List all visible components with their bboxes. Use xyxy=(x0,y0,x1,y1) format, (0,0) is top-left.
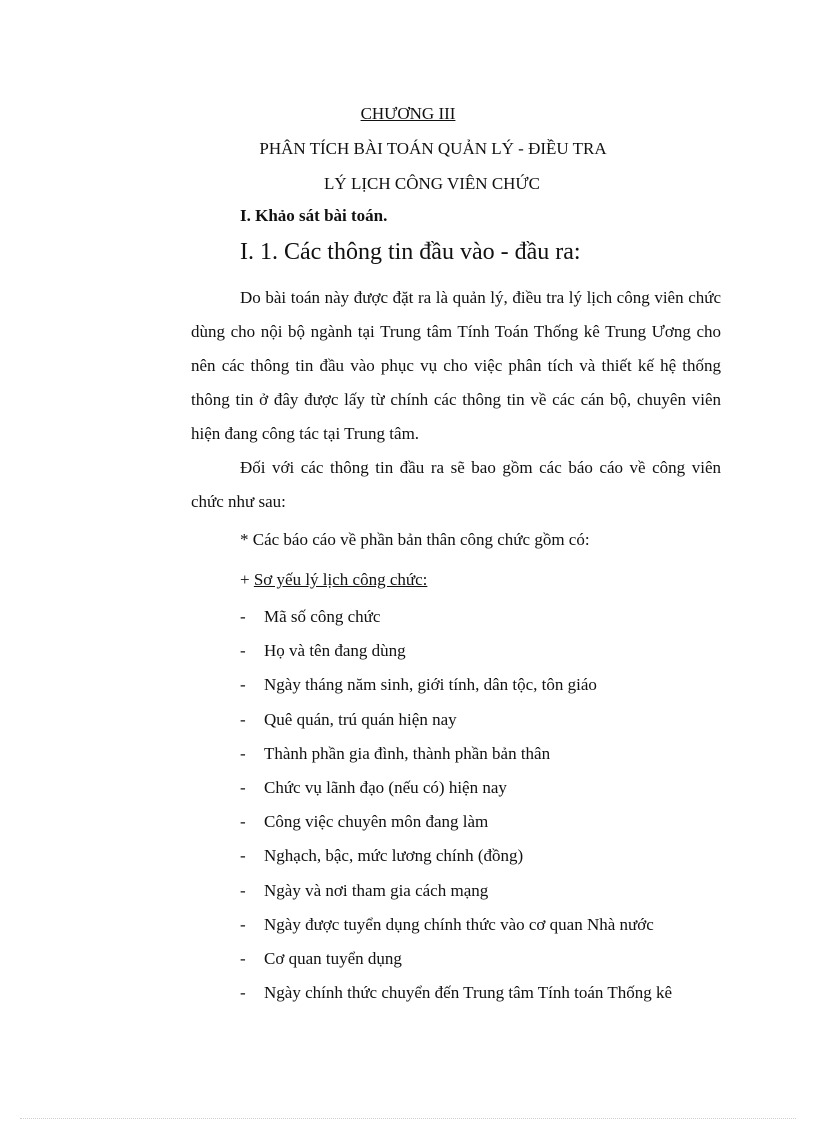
list-item-text: Cơ quan tuyển dụng xyxy=(264,948,402,968)
list-item-text: Chức vụ lãnh đạo (nếu có) hiện nay xyxy=(264,777,507,797)
list-item-text: Nghạch, bậc, mức lương chính (đồng) xyxy=(264,846,524,866)
list-item xyxy=(240,775,672,809)
chapter-title-line-2: LÝ LỊCH CÔNG VIÊN CHỨC xyxy=(324,174,540,193)
list-item-text: Mã số công chức xyxy=(264,607,381,626)
chapter-title-line-1: PHÂN TÍCH BÀI TOÁN QUẢN LÝ - ĐIỀU TRA xyxy=(259,139,607,158)
subsection-heading: I. 1. Các thông tin đầu vào - đầu ra: xyxy=(240,239,581,265)
list-dash: - xyxy=(240,675,246,695)
list-dash: - xyxy=(240,777,246,797)
list-dash: - xyxy=(240,880,246,900)
list-item-text: Ngày và nơi tham gia cách mạng xyxy=(264,880,489,900)
page-bottom-divider xyxy=(20,1118,796,1119)
list-dash: - xyxy=(240,607,246,626)
list-dash: - xyxy=(240,641,246,661)
list-item xyxy=(240,741,672,775)
paragraph-outputs: Đối với các thông tin đầu ra sẽ bao gồm các báo cáo về công viên chức như sau: xyxy=(191,458,721,511)
list-item-text: Họ và tên đang dùng xyxy=(264,641,406,661)
reports-intro-line: * Các báo cáo về phần bản thân công chức gồm có: xyxy=(240,530,590,549)
list-item xyxy=(240,672,672,706)
list-item-text: Ngày tháng năm sinh, giới tính, dân tộc, tôn giáo xyxy=(264,675,597,695)
list-item xyxy=(240,912,672,946)
list-dash: - xyxy=(240,709,246,729)
list-item-text: Quê quán, trú quán hiện nay xyxy=(264,709,457,729)
list-dash: - xyxy=(240,846,246,866)
profile-heading-prefix: + xyxy=(240,570,254,589)
section-heading: I. Khảo sát bài toán. xyxy=(240,206,388,225)
paragraph-inputs: Do bài toán này được đặt ra là quản lý, điều tra lý lịch công viên chức dùng cho nội bộ ngành tại Trung tâm Tính Toán Thống kê Trung Ương cho nên các thông tin đầu vào phục vụ cho việc phân tích và thiết kế hệ thống thông tin ở đây được lấy từ chính các thông tin về các cán bộ, chuyên viên hiện đang công tác tại Trung tâm. xyxy=(191,288,721,443)
profile-heading xyxy=(240,570,427,590)
profile-field-list xyxy=(240,604,672,1014)
list-item-text: Ngày được tuyển dụng chính thức vào cơ quan Nhà nước xyxy=(264,914,654,934)
profile-heading-text: Sơ yếu lý lịch công chức: xyxy=(253,570,428,589)
list-item xyxy=(240,604,672,638)
list-item xyxy=(240,980,672,1014)
list-dash: - xyxy=(240,983,246,1003)
list-item xyxy=(240,809,672,843)
list-dash: - xyxy=(240,743,246,763)
chapter-heading: CHƯƠNG III xyxy=(360,104,456,123)
list-dash: - xyxy=(240,812,246,832)
list-dash: - xyxy=(240,914,246,934)
list-item xyxy=(240,843,672,877)
list-item-text: Thành phần gia đình, thành phần bản thân xyxy=(264,743,551,763)
list-item-text: Công việc chuyên môn đang làm xyxy=(264,812,489,832)
list-item xyxy=(240,878,672,912)
list-item xyxy=(240,638,672,672)
list-item xyxy=(240,707,672,741)
list-item xyxy=(240,946,672,980)
list-dash: - xyxy=(240,948,246,968)
list-item-text: Ngày chính thức chuyển đến Trung tâm Tính toán Thống kê xyxy=(264,983,673,1003)
